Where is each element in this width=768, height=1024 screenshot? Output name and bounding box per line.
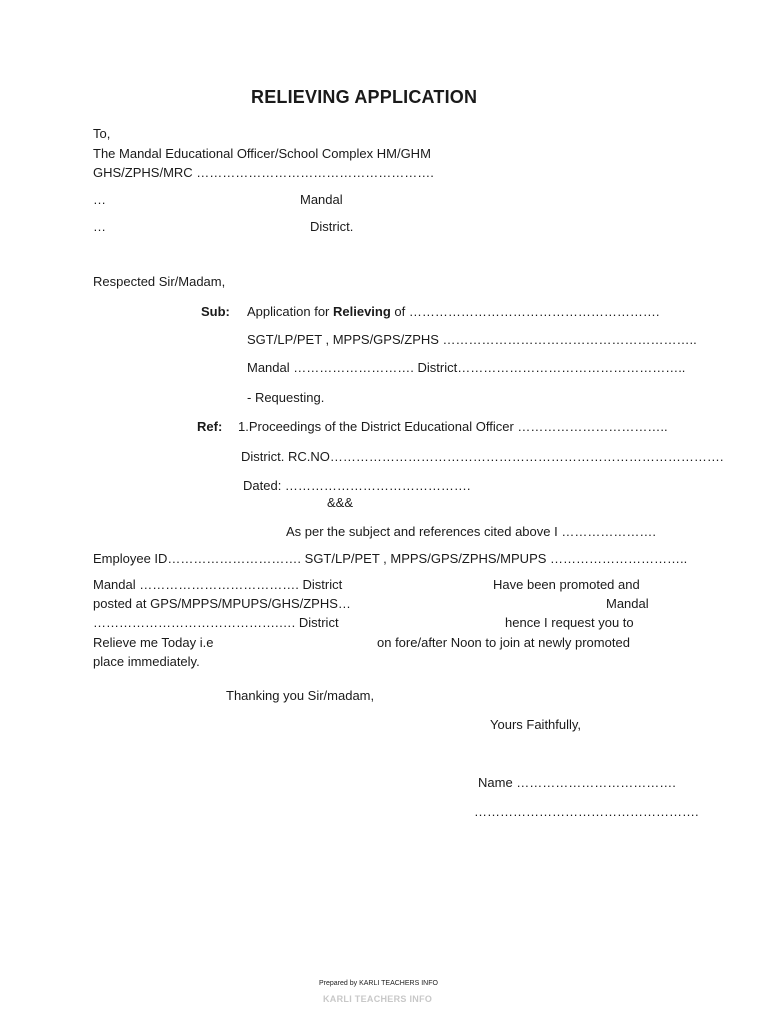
subject-line-1-bold: Relieving xyxy=(333,304,391,319)
subject-line-1 xyxy=(247,304,659,320)
salutation: Respected Sir/Madam, xyxy=(93,274,226,289)
reference-line-3: Dated: ……………………………………. xyxy=(243,478,471,493)
body-line-4-right: Mandal xyxy=(606,596,649,611)
subject-line-1-post: of …………………………………………………. xyxy=(390,304,660,319)
body-line-1: As per the subject and references cited above I …………………. xyxy=(286,524,656,539)
closing-yours: Yours Faithfully, xyxy=(490,717,582,732)
body-line-5-right: hence I request you to xyxy=(505,615,634,630)
subject-line-2: SGT/LP/PET , MPPS/GPS/ZPHS ………………………………………………….. xyxy=(247,332,697,347)
closing-name: Name ………………………………. xyxy=(478,775,676,790)
address-district-label: District. xyxy=(310,219,354,234)
address-mandal-prefix: … xyxy=(93,192,106,207)
reference-label: Ref: xyxy=(197,419,223,434)
body-line-7: place immediately. xyxy=(93,654,200,669)
address-to: To, xyxy=(93,126,111,141)
subject-line-1-pre: Application for xyxy=(247,304,333,319)
closing-signature-line: ……………………………………………. xyxy=(474,804,699,819)
closing-thanks: Thanking you Sir/madam, xyxy=(226,688,375,703)
address-mandal-label: Mandal xyxy=(300,192,343,207)
subject-line-4: - Requesting. xyxy=(247,390,325,405)
subject-line-3: Mandal ………………………. District…………………………………………….. xyxy=(247,360,686,375)
body-line-3-right: Have been promoted and xyxy=(493,577,640,592)
body-line-6-right: on fore/after Noon to join at newly promoted xyxy=(377,635,630,650)
reference-line-1: 1.Proceedings of the District Educational Officer …………………………….. xyxy=(238,419,668,434)
body-line-6-left: Relieve me Today i.e xyxy=(93,635,214,650)
page-title: RELIEVING APPLICATION xyxy=(251,87,478,107)
footer-watermark: KARLI TEACHERS INFO xyxy=(323,994,433,1004)
body-line-4-left: posted at GPS/MPPS/MPUPS/GHS/ZPHS… xyxy=(93,596,351,611)
body-line-5-left: …………………………………….…. District xyxy=(93,615,339,630)
address-line-1: The Mandal Educational Officer/School Complex HM/GHM xyxy=(93,146,431,161)
address-line-2: GHS/ZPHS/MRC ………………………………………………. xyxy=(93,165,434,180)
body-line-2: Employee ID…………………………. SGT/LP/PET , MPPS/GPS/ZPHS/MPUPS ………………………….. xyxy=(93,551,688,566)
address-district-prefix: … xyxy=(93,219,106,234)
reference-separator: &&& xyxy=(327,495,354,510)
reference-line-2: District. RC.NO………………………………………………………………………………. xyxy=(241,449,724,464)
footer-prepared-by: Prepared by KARLI TEACHERS INFO xyxy=(319,980,438,987)
body-line-3-left: Mandal ………………………………. District xyxy=(93,577,343,592)
subject-label: Sub: xyxy=(201,304,230,319)
